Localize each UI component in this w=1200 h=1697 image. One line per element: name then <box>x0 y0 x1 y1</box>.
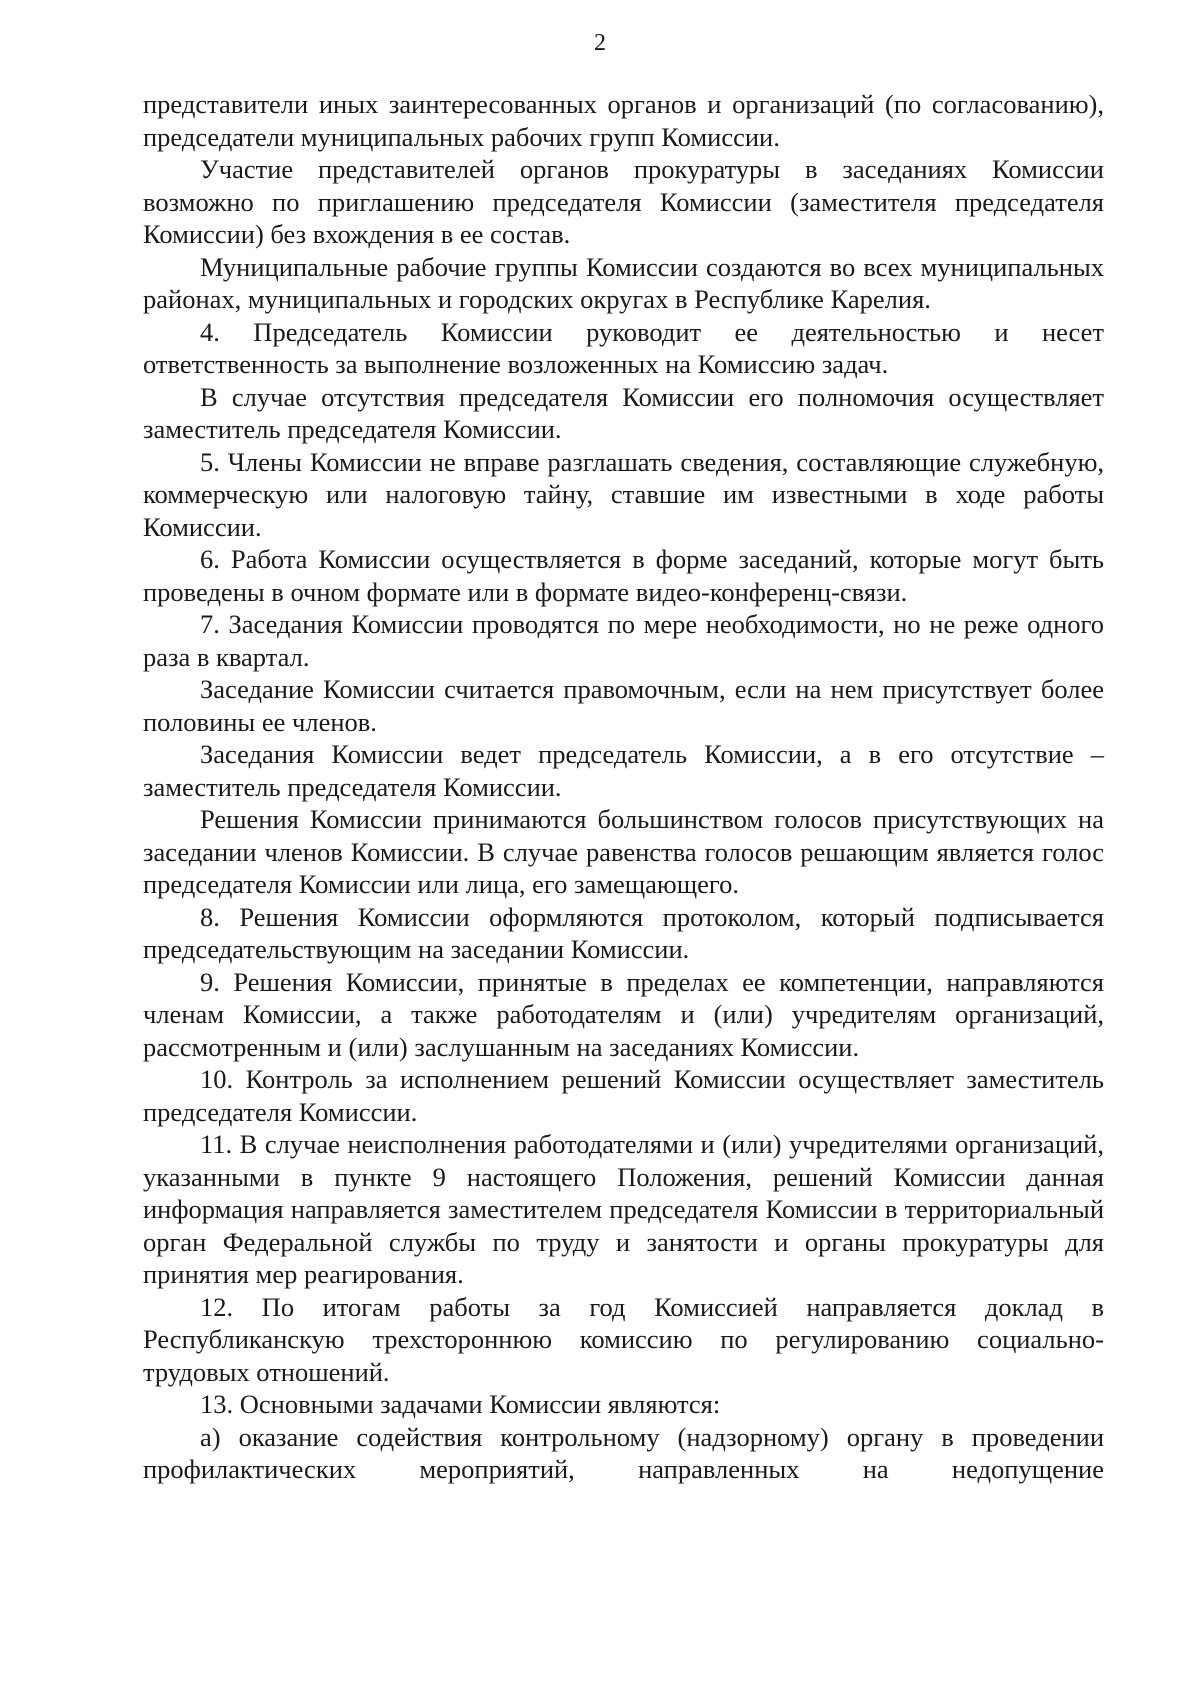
paragraph-item-6: 6. Работа Комиссии осуществляется в форме заседаний, которые могут быть проведены в очном формате или в формате видео-конференц-связи. <box>143 544 1104 607</box>
paragraph-item-13a: а) оказание содействия контрольному (надзорному) органу в проведении профилактических мероприятий, направленных на недопущение <box>143 1421 1104 1484</box>
paragraph-quorum: Заседание Комиссии считается правомочным, если на нем присутствует более половины ее членов. <box>143 674 1104 737</box>
paragraph-prosecutors-participation: Участие представителей органов прокуратуры в заседаниях Комиссии возможно по приглашению председателя Комиссии (заместителя председателя Комиссии) без вхождения в ее состав. <box>143 154 1104 249</box>
paragraph-item-4: 4. Председатель Комиссии руководит ее деятельностью и несет ответственность за выполнение возложенных на Комиссию задач. <box>143 316 1104 379</box>
paragraph-municipal-groups: Муниципальные рабочие группы Комиссии создаются во всех муниципальных районах, муниципальных и городских округах в Республике Карелия. <box>143 251 1104 314</box>
paragraph-item-5: 5. Члены Комиссии не вправе разглашать сведения, составляющие служебную, коммерческую или налоговую тайну, ставшие им известными в ходе работы Комиссии. <box>143 446 1104 542</box>
paragraph-chair-absence: В случае отсутствия председателя Комиссии его полномочия осуществляет заместитель председателя Комиссии. <box>143 381 1104 444</box>
paragraph-item-12: 12. По итогам работы за год Комиссией направляется доклад в Республиканскую трехстороннюю комиссию по регулированию социально-трудовых отношений. <box>143 1291 1104 1387</box>
paragraph-item-13: 13. Основными задачами Комиссии являются: <box>200 1389 721 1419</box>
page-number: 2 <box>594 30 606 56</box>
paragraph-meeting-chair: Заседания Комиссии ведет председатель Комиссии, а в его отсутствие – заместитель председателя Комиссии. <box>143 739 1104 802</box>
paragraph-decisions-vote: Решения Комиссии принимаются большинством голосов присутствующих на заседании членов Комиссии. В случае равенства голосов решающим является голос председателя Комиссии или лица, его замещающего. <box>143 804 1104 899</box>
paragraph-item-7: 7. Заседания Комиссии проводятся по мере необходимости, но не реже одного раза в квартал. <box>143 609 1104 672</box>
paragraph-item-8: 8. Решения Комиссии оформляются протоколом, который подписывается председательствующим на заседании Комиссии. <box>143 901 1104 964</box>
paragraph-representatives: представители иных заинтересованных органов и организаций (по согласованию), председатели муниципальных рабочих групп Комиссии. <box>143 89 1104 152</box>
document-body <box>143 88 1104 1486</box>
paragraph-item-9: 9. Решения Комиссии, принятые в пределах ее компетенции, направляются членам Комиссии, а также работодателям и (или) учредителям организаций, рассмотренным и (или) заслушанным на заседаниях Комиссии. <box>143 966 1104 1062</box>
paragraph-item-11: 11. В случае неисполнения работодателями и (или) учредителями организаций, указанными в пункте 9 настоящего Положения, решений Комиссии данная информация направляется заместителем председателя Комиссии в территориальный орган Федеральной службы по труду и занятости и органы прокуратуры для принятия мер реагирования. <box>143 1129 1104 1289</box>
paragraph-item-10: 10. Контроль за исполнением решений Комиссии осуществляет заместитель председателя Комиссии. <box>143 1064 1104 1127</box>
